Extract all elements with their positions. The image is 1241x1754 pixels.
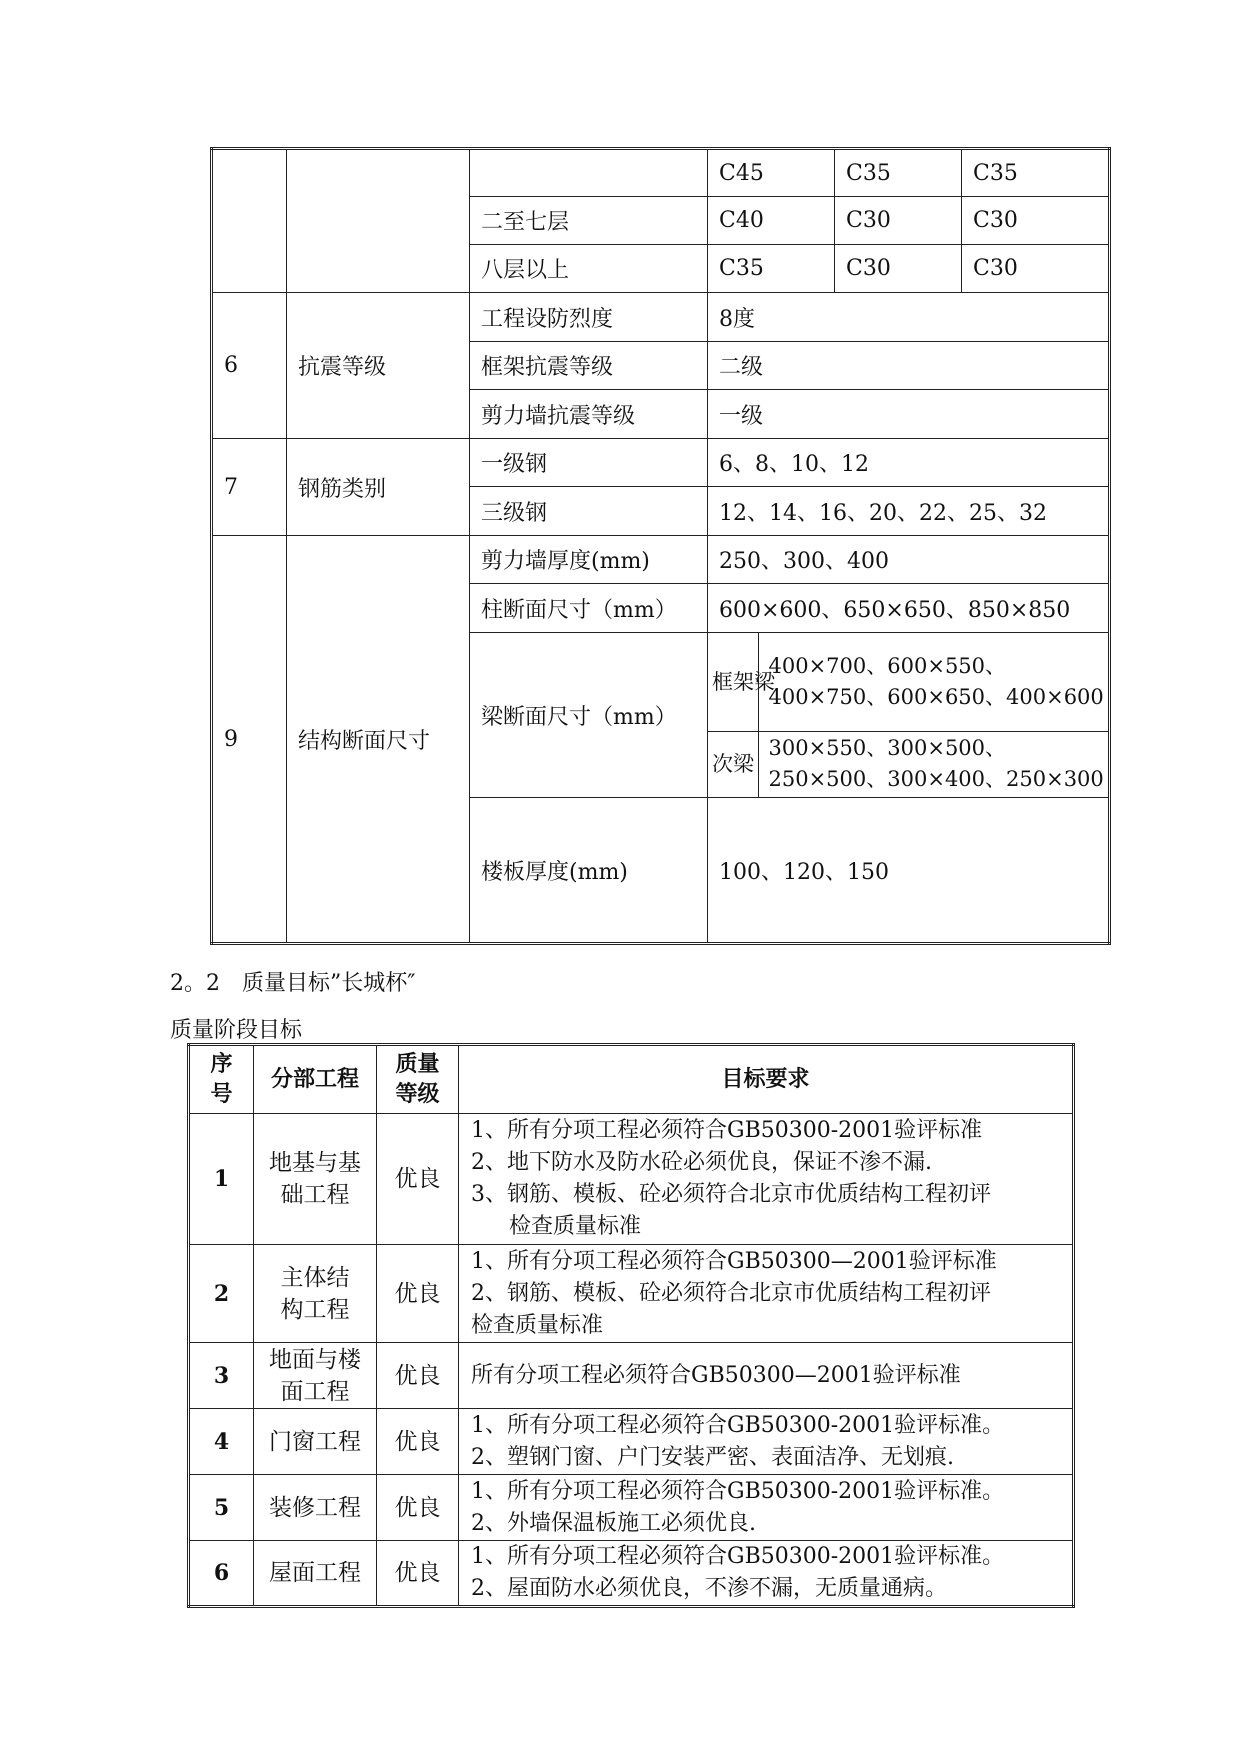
no-cell: 7 <box>212 439 287 536</box>
division-name: 地面与楼面工程 <box>254 1343 377 1409</box>
requirement-line: 2、钢筋、模板、砼必须符合北京市优质结构工程初评 <box>471 1280 991 1306</box>
beam-subtable-cell <box>708 633 1110 798</box>
grade-cell: C35 <box>708 245 835 293</box>
requirements <box>459 1343 1074 1409</box>
requirement-line: 1、所有分项工程必须符合GB50300-2001验评标准。 <box>471 1412 1005 1438</box>
requirements <box>459 1114 1074 1245</box>
item-label: 剪力墙厚度(mm) <box>470 536 708 584</box>
row-no: 5 <box>189 1475 254 1541</box>
grade-cell: C30 <box>962 245 1110 293</box>
grade-cell: C30 <box>835 245 962 293</box>
table-caption: 质量阶段目标 <box>170 1018 303 1043</box>
header-requirements: 目标要求 <box>459 1045 1074 1114</box>
item-value: 100、120、150 <box>708 798 1110 944</box>
category-cell: 钢筋类别 <box>287 439 470 536</box>
no-cell <box>212 149 287 293</box>
requirements <box>459 1475 1074 1541</box>
requirement-line: 检查质量标准 <box>509 1214 642 1239</box>
item-label: 工程设防烈度 <box>470 293 708 342</box>
requirements <box>459 1541 1074 1607</box>
beam-subtable <box>708 633 1108 797</box>
requirement-line: 2、塑钢门窗、户门安装严密、表面洁净、无划痕. <box>471 1444 954 1470</box>
division-name: 地基与基础工程 <box>254 1114 377 1245</box>
quality-grade: 优良 <box>377 1541 459 1607</box>
item-label: 一级钢 <box>470 439 708 487</box>
item-value: 250、300、400 <box>708 536 1110 584</box>
requirement-line: 1、所有分项工程必须符合GB50300—2001验评标准 <box>471 1248 997 1274</box>
item-value: 6、8、10、12 <box>708 439 1110 487</box>
requirement-line: 1、所有分项工程必须符合GB50300-2001验评标准 <box>471 1118 983 1143</box>
item-label: 楼板厚度(mm) <box>470 798 708 944</box>
requirement-line: 所有分项工程必须符合GB50300—2001验评标准 <box>471 1362 961 1388</box>
item-label: 三级钢 <box>470 487 708 536</box>
category-cell <box>287 149 470 293</box>
category-cell: 结构断面尺寸 <box>287 536 470 944</box>
floor-cell: 八层以上 <box>470 245 708 293</box>
requirements <box>459 1409 1074 1475</box>
quality-grade: 优良 <box>377 1114 459 1245</box>
grade-cell: C35 <box>962 149 1110 197</box>
header-no: 序号 <box>189 1045 254 1114</box>
row-no: 4 <box>189 1409 254 1475</box>
item-label: 柱断面尺寸（mm） <box>470 584 708 633</box>
row-no: 2 <box>189 1245 254 1343</box>
item-value: 二级 <box>708 342 1110 390</box>
section-heading: 2。2 质量目标”长城杯″ <box>170 971 416 996</box>
division-name: 装修工程 <box>254 1475 377 1541</box>
grade-cell: C35 <box>835 149 962 197</box>
header-division: 分部工程 <box>254 1045 377 1114</box>
grade-cell: C45 <box>708 149 835 197</box>
quality-grade: 优良 <box>377 1245 459 1343</box>
item-label: 梁断面尺寸（mm） <box>470 633 708 798</box>
requirement-line: 1、所有分项工程必须符合GB50300-2001验评标准。 <box>471 1544 1005 1569</box>
item-value: 8度 <box>708 293 1110 342</box>
quality-goals-table <box>187 1043 1075 1608</box>
grade-cell: C30 <box>835 197 962 245</box>
division-name: 主体结构工程 <box>254 1245 377 1343</box>
quality-grade: 优良 <box>377 1409 459 1475</box>
no-cell: 9 <box>212 536 287 944</box>
division-name: 屋面工程 <box>254 1541 377 1607</box>
row-no: 3 <box>189 1343 254 1409</box>
requirements <box>459 1245 1074 1343</box>
grade-cell: C30 <box>962 197 1110 245</box>
requirement-line: 2、外墙保温板施工必须优良. <box>471 1510 756 1536</box>
beam-type-label: 框架梁 <box>708 633 758 731</box>
beam-type-label: 次梁 <box>708 731 758 797</box>
floor-cell: 二至七层 <box>470 197 708 245</box>
item-value: 600×600、650×650、850×850 <box>708 584 1110 633</box>
header-grade: 质量等级 <box>377 1045 459 1114</box>
requirement-line: 2、屋面防水必须优良，不渗不漏，无质量通病。 <box>471 1576 947 1601</box>
item-value: 12、14、16、20、22、25、32 <box>708 487 1110 536</box>
requirement-line: 2、地下防水及防水砼必须优良，保证不渗不漏. <box>471 1150 932 1175</box>
grade-cell: C40 <box>708 197 835 245</box>
row-no: 1 <box>189 1114 254 1245</box>
no-cell: 6 <box>212 293 287 439</box>
item-label: 剪力墙抗震等级 <box>470 390 708 439</box>
requirement-line: 3、钢筋、模板、砼必须符合北京市优质结构工程初评 <box>471 1182 991 1207</box>
quality-grade: 优良 <box>377 1343 459 1409</box>
division-name: 门窗工程 <box>254 1409 377 1475</box>
item-value: 一级 <box>708 390 1110 439</box>
beam-value: 300×550、300×500、250×500、300×400、250×300 <box>758 731 1108 797</box>
item-label: 框架抗震等级 <box>470 342 708 390</box>
requirement-line: 1、所有分项工程必须符合GB50300-2001验评标准。 <box>471 1478 1005 1504</box>
row-no: 6 <box>189 1541 254 1607</box>
structural-spec-table <box>210 147 1111 945</box>
category-cell: 抗震等级 <box>287 293 470 439</box>
requirement-line: 检查质量标准 <box>471 1312 604 1338</box>
floor-cell <box>470 149 708 197</box>
quality-grade: 优良 <box>377 1475 459 1541</box>
beam-value: 400×700、600×550、400×750、600×650、400×600 <box>758 633 1108 731</box>
